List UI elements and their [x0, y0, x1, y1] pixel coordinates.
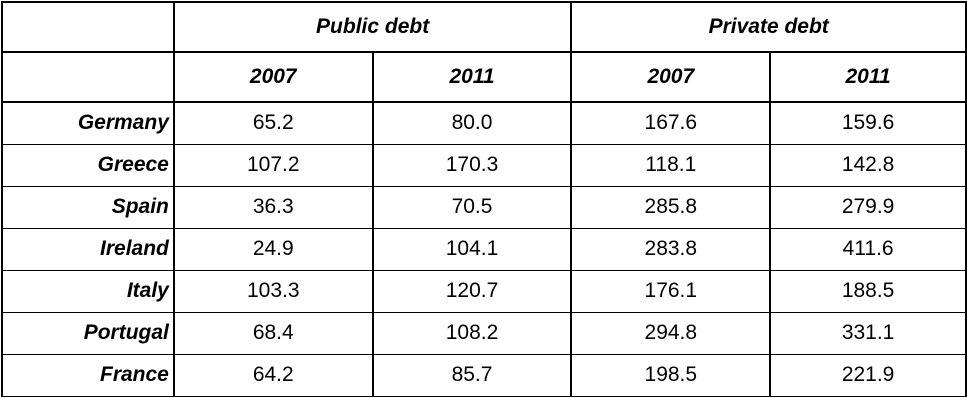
table-cell: 85.7	[373, 354, 572, 396]
table-cell: 24.9	[174, 228, 373, 270]
country-label: France	[2, 354, 174, 396]
table-row	[2, 228, 966, 270]
table-cell: 331.1	[770, 312, 966, 354]
table-cell: 285.8	[571, 186, 770, 228]
table-row	[2, 270, 966, 312]
year-header: 2007	[174, 52, 373, 102]
country-label: Ireland	[2, 228, 174, 270]
table-cell: 176.1	[571, 270, 770, 312]
country-label: Portugal	[2, 312, 174, 354]
table-cell: 411.6	[770, 228, 966, 270]
table-cell: 279.9	[770, 186, 966, 228]
country-label: Spain	[2, 186, 174, 228]
table-cell: 65.2	[174, 102, 373, 144]
table-cell: 167.6	[571, 102, 770, 144]
country-label: Greece	[2, 144, 174, 186]
table-cell: 68.4	[174, 312, 373, 354]
table-cell: 36.3	[174, 186, 373, 228]
table-row	[2, 144, 966, 186]
table-cell: 118.1	[571, 144, 770, 186]
table-row	[2, 186, 966, 228]
table-cell: 294.8	[571, 312, 770, 354]
country-label: Germany	[2, 102, 174, 144]
table-cell: 104.1	[373, 228, 572, 270]
table-cell: 283.8	[571, 228, 770, 270]
table-row	[2, 102, 966, 144]
table-row	[2, 312, 966, 354]
table-cell: 188.5	[770, 270, 966, 312]
table-cell: 159.6	[770, 102, 966, 144]
group-header-private-debt: Private debt	[571, 2, 966, 52]
country-label: Italy	[2, 270, 174, 312]
table-cell: 64.2	[174, 354, 373, 396]
year-header: 2011	[770, 52, 966, 102]
table-cell: 70.5	[373, 186, 572, 228]
table-cell: 80.0	[373, 102, 572, 144]
group-header-row	[2, 2, 966, 52]
table-cell: 108.2	[373, 312, 572, 354]
table-cell: 221.9	[770, 354, 966, 396]
corner-cell	[2, 2, 174, 52]
year-header-row	[2, 52, 966, 102]
year-header: 2011	[373, 52, 572, 102]
table-cell: 103.3	[174, 270, 373, 312]
table-row	[2, 354, 966, 396]
debt-table	[1, 1, 967, 397]
year-header: 2007	[571, 52, 770, 102]
table-cell: 120.7	[373, 270, 572, 312]
corner-cell	[2, 52, 174, 102]
group-header-public-debt: Public debt	[174, 2, 572, 52]
table-cell: 142.8	[770, 144, 966, 186]
table-cell: 107.2	[174, 144, 373, 186]
table-cell: 170.3	[373, 144, 572, 186]
table-cell: 198.5	[571, 354, 770, 396]
